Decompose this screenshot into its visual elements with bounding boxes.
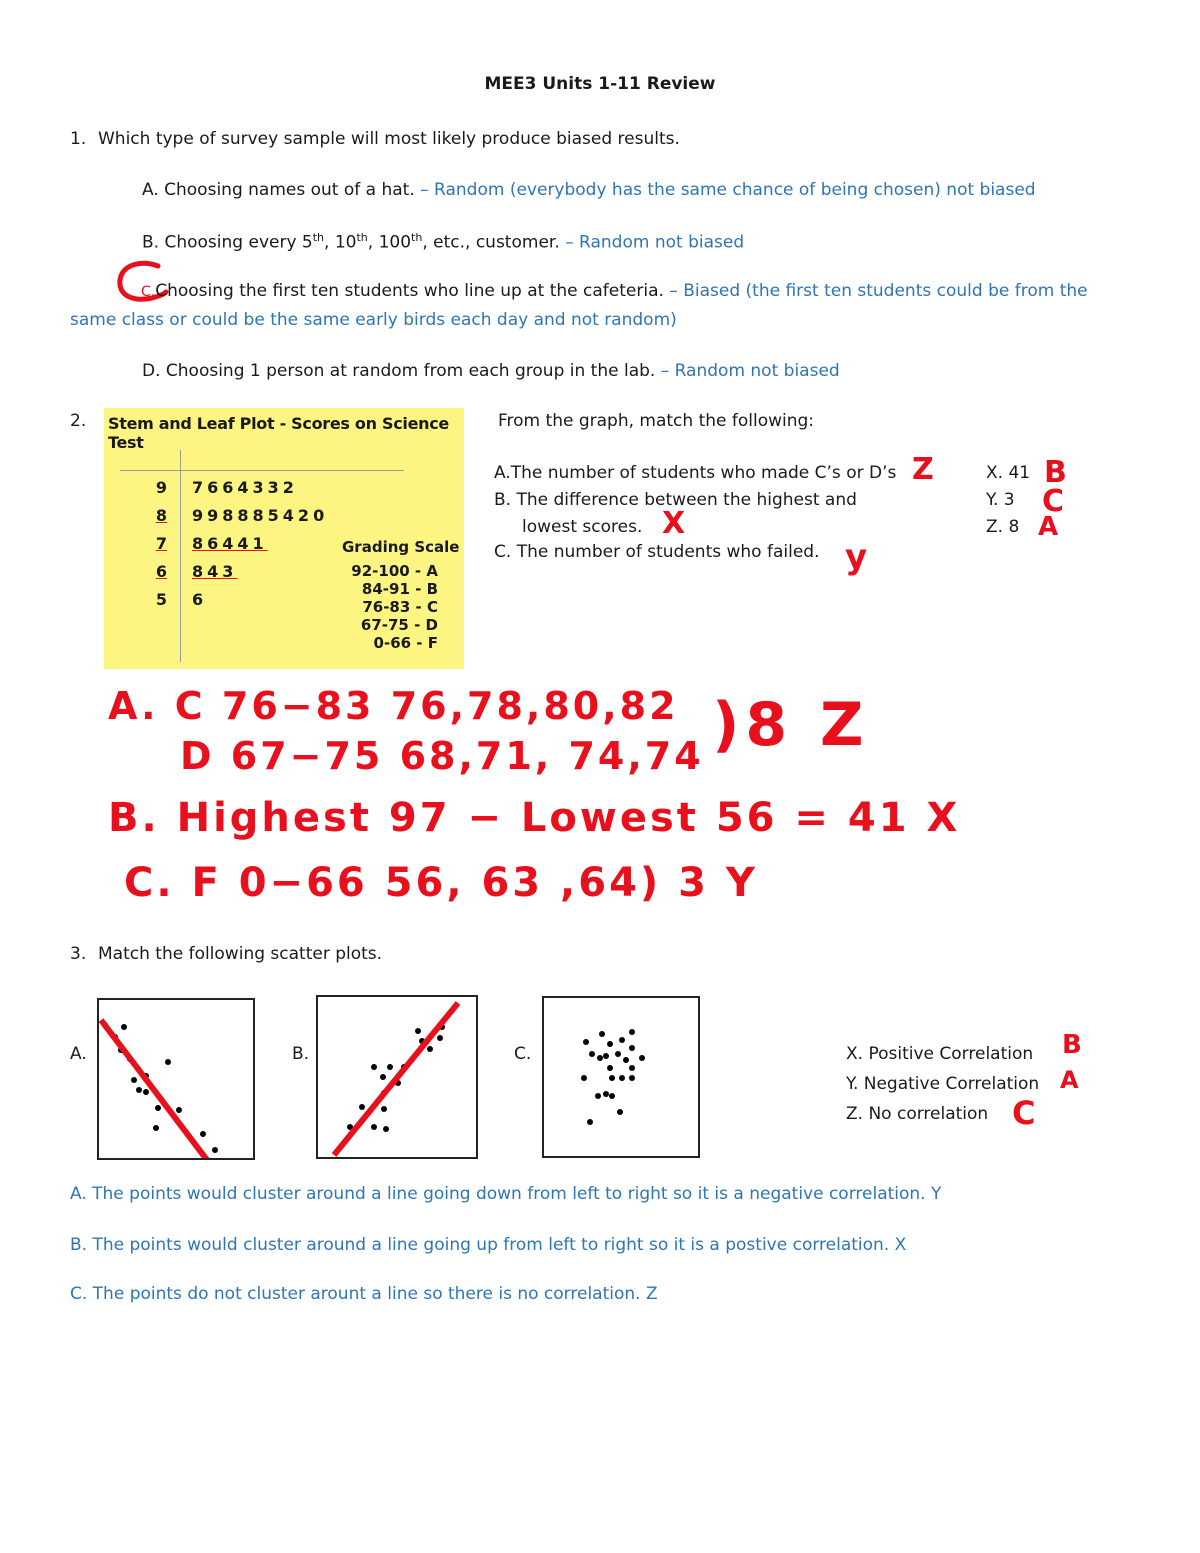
q3-option-x: X. Positive Correlation (846, 1044, 1034, 1064)
stem-leaf-title: Stem and Leaf Plot - Scores on Science Test (108, 414, 449, 452)
scatter-label: C. (514, 1044, 532, 1064)
handwritten-mark: C (1042, 484, 1065, 519)
handwritten-mark: A (1060, 1066, 1079, 1094)
stem-value: 5 (155, 590, 167, 609)
option-answer: – Random not biased (559, 232, 745, 253)
q2-choice-x: X. 41 (986, 463, 1031, 483)
handwritten-mark: B (1044, 455, 1067, 490)
handwritten-work-line: A. C 76−83 76,78,80,82 (108, 684, 679, 728)
q1-option-b (142, 231, 744, 253)
grading-range: 0-66 - F (373, 634, 438, 652)
grading-range: 67-75 - D (360, 616, 438, 634)
scatter-plot-a (97, 998, 255, 1160)
plot-divider-horizontal (120, 470, 404, 471)
option-answer: – Biased (the first ten students could be from the (663, 281, 1088, 301)
option-answer: – Random not biased (655, 361, 840, 381)
option-text-before: Choosing every 5 (164, 232, 313, 253)
option-letter: C. (141, 284, 156, 300)
q2-item-b: B. The difference between the highest and (494, 490, 857, 510)
handwritten-mark: A (1038, 512, 1059, 542)
q3-question: Match the following scatter plots. (98, 944, 383, 964)
stem-value: 8 (155, 506, 167, 525)
option-text: Choosing names out of a hat. (164, 180, 415, 200)
superscript: th (356, 231, 368, 244)
scatter-label: B. (292, 1044, 310, 1064)
q2-prompt: From the graph, match the following: (498, 411, 815, 431)
option-text: Choosing 1 person at random from each group in the lab. (165, 361, 656, 381)
handwritten-mark: y (845, 537, 868, 577)
handwritten-mark: X (662, 506, 686, 541)
option-answer: – Random (everybody has the same chance of being chosen) not biased (414, 180, 1036, 200)
option-text-mid: , 100 (367, 232, 412, 253)
q2-item-a: A.The number of students who made C’s or D’s (494, 463, 897, 483)
leaf-values: 7664332 (192, 478, 298, 497)
q3-number: 3. (70, 944, 87, 964)
option-letter: B. (142, 232, 160, 253)
option-letter: A. (142, 180, 159, 200)
handwritten-work-bracket: )8 Z (712, 690, 870, 760)
plot-divider-vertical (180, 450, 181, 662)
leaf-values: 6 (192, 590, 208, 609)
handwritten-mark: B (1062, 1030, 1082, 1060)
q2-choice-z: Z. 8 (986, 517, 1020, 537)
q2-number: 2. (70, 411, 87, 431)
option-text-after: , etc., customer. (422, 232, 560, 253)
grading-range: 76-83 - C (362, 598, 438, 616)
handwritten-work-line: D 67−75 68,71, 74,74 (180, 734, 704, 778)
q3-answer-c: C. The points do not cluster arount a line so there is no correlation. Z (70, 1284, 658, 1304)
superscript: th (312, 231, 325, 244)
scatter-plot-b (316, 995, 478, 1159)
q1-option-d (142, 361, 840, 381)
q3-answer-b: B. The points would cluster around a line going up from left to right so it is a postive correlation. X (70, 1235, 907, 1255)
q2-choice-y: Y. 3 (986, 490, 1015, 510)
stem-value: 7 (155, 534, 167, 553)
q1-question: Which type of survey sample will most likely produce biased results. (98, 129, 680, 149)
stem-leaf-plot (104, 408, 464, 669)
stem-value: 6 (155, 562, 167, 581)
option-letter: D. (142, 361, 161, 381)
q3-option-z: Z. No correlation (846, 1104, 989, 1124)
handwritten-work-line: B. Highest 97 − Lowest 56 = 41 X (108, 795, 961, 841)
q1-option-c-answer-cont: same class or could be the same early birds each day and not random) (70, 310, 677, 330)
handwritten-work-line: C. F 0−66 56, 63 ,64) 3 Y (124, 860, 758, 906)
option-text-mid: , 10 (324, 232, 357, 253)
scatter-plot-c (542, 996, 700, 1158)
stem-value: 9 (155, 478, 167, 497)
q1-number: 1. (70, 129, 87, 149)
grading-range: 84-91 - B (361, 580, 438, 598)
q3-option-y: Y. Negative Correlation (846, 1074, 1040, 1094)
q1-option-c (141, 281, 1200, 301)
leaf-values: 998885420 (192, 506, 329, 525)
handwritten-mark: C (1012, 1094, 1036, 1132)
grading-range: 92-100 - A (351, 562, 438, 580)
leaf-values: 86441 (192, 534, 268, 553)
q2-item-b-cont: lowest scores. (522, 517, 643, 537)
leaf-values: 843 (192, 562, 238, 581)
q2-item-c: C. The number of students who failed. (494, 542, 820, 562)
option-text: Choosing the first ten students who line up at the cafeteria. (155, 281, 664, 301)
grading-scale-title: Grading Scale (342, 538, 460, 556)
q1-option-a (142, 180, 1036, 200)
page-title: MEE3 Units 1-11 Review (484, 74, 716, 94)
handwritten-mark: Z (912, 452, 934, 487)
superscript: th (411, 231, 423, 244)
scatter-label: A. (70, 1044, 87, 1064)
q3-answer-a: A. The points would cluster around a line going down from left to right so it is a negative correlation. Y (70, 1184, 942, 1204)
